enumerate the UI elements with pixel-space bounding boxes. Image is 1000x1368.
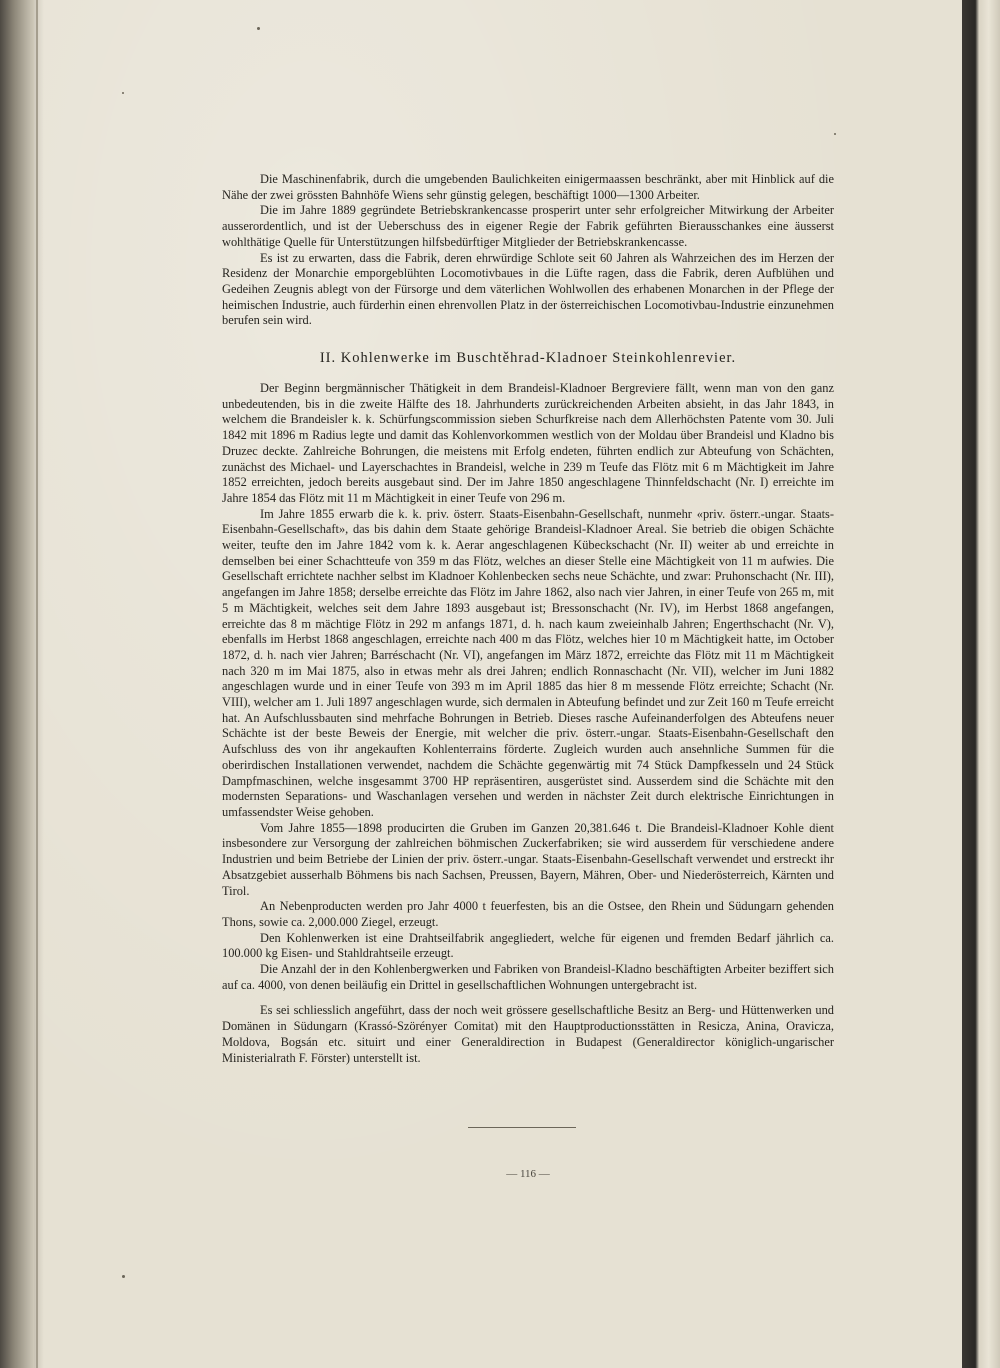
paragraph: Es sei schliesslich angeführt, dass der noch weit grössere gesellschaftliche Besitz an Berg- und Hüttenwerken und Domänen in Südungarn (Krassó-Szörényer Comitat) mit den Hauptproductionsstätten in Resicza, Anina, Oravicza, Moldova, Bogsán etc. situirt und einer Generaldirection in Budapest (Generaldirector königlich-ungarischer Ministerialrath F. Förster) unterstellt ist. xyxy=(222,1003,834,1065)
section-heading: II. Kohlenwerke im Buschtěhrad-Kladnoer Steinkohlenrevier. xyxy=(319,350,737,366)
paragraph: Die Maschinenfabrik, durch die umgebenden Baulichkeiten einigermaassen beschränkt, aber mit Hinblick auf die Nähe der zwei grössten Bahnhöfe Wiens sehr günstig gelegen, beschäftigt 1000—1300 Arbeiter. xyxy=(222,172,834,202)
binding-line xyxy=(36,0,38,1368)
paragraph: Die im Jahre 1889 gegründete Betriebskrankencasse prosperirt unter sehr erfolgreicher Mitwirkung der Arbeiter ausserordentlich, und ist der Ueberschuss des in eigener Regie der Fabrik geführten Bierausschankes eine äusserst wohlthätige Quelle für Unterstützungen hilfsbedürftiger Mitglieder der Betriebskrankencasse. xyxy=(222,203,834,249)
paragraph: Vom Jahre 1855—1898 producirten die Gruben im Ganzen 20,381.646 t. Die Brandeisl-Kladnoer Kohle dient insbesondere zur Versorgung der zahlreichen böhmischen Zuckerfabriken; sie wird ausserdem für verschiedene andere Industrien und beim Betriebe der Linien der priv. österr.-ungar. Staats-Eisenbahn-Gesellschaft verwendet und erstreckt ihr Absatzgebiet ausserhalb Böhmens bis nach Sachsen, Preussen, Bayern, Mähren, Ober- und Niederösterreich, Kärnten und Tirol. xyxy=(222,820,834,898)
book-page-edge-right xyxy=(962,0,1000,1368)
paragraph: Im Jahre 1855 erwarb die k. k. priv. österr. Staats-Eisenbahn-Gesellschaft, nunmehr «priv. österr.-ungar. Staats-Eisenbahn-Gesellschaft», das bis dahin dem Staate gehörige Brandeisl-Kladnoer Areal. Sie betrieb die obigen Schächte weiter, teufte den im Jahre 1842 vom k. k. Aerar angeschlagenen Kübeckschacht (Nr. II) weiter ab und erreichte in demselben bei einer Schachtteufe von 359 m das Flötz, welches an dieser Stelle eine Mächtigkeit von 11 m aufwies. Die Gesellschaft errichtete nachher selbst im Kladnoer Kohlenbecken sechs neue Schächte, und zwar: Pruhonschacht (Nr. III), angefangen im Jahre 1858; derselbe erreichte das Flötz im Jahre 1862, also nach vier Jahren, in einer Teufe von 265 m, mit 5 m Mächtigkeit, welches seit dem Jahre 1893 ausgebaut ist; Bressonschacht (Nr. IV), im Herbst 1868 angefangen, erreichte das 8 m mächtige Flötz in 292 m anfangs 1871, d. h. nach kaum zweieinhalb Jahren; Engerthschacht (Nr. V), ebenfalls im Herbst 1868 angeschlagen, erreichte nach 400 m das Flötz, welches hier 10 m Mächtigkeit hatte, im October 1872, d. h. nach vier Jahren; Barréschacht (Nr. VI), angefangen im März 1872, erreichte das Flötz mit 11 m Mächtigkeit nach 320 m im Mai 1875, also in etwas mehr als drei Jahren; endlich Ronnaschacht (Nr. VII), welcher im Juni 1882 angeschlagen wurde und in einer Teufe von 393 m im April 1885 das hier 8 m messende Flötz erreichte; Schacht (Nr. VIII), welcher am 1. Juli 1897 angeschlagen wurde, sich dermalen in Abteufung befindet und zur Zeit 160 m Teufe erreicht hat. An Aufschlussbauten sind mehrfache Bohrungen in Betrieb. Dieses rasche Aufeinanderfolgen des Abteufens neuer Schächte ist der beste Beweis der Energie, mit welcher die priv. österr.-ungar. Staats-Eisenbahn-Gesellschaft den Aufschluss des von ihr angekauften Kohlenterrains förderte. Zugleich wurden auch ansehnliche Summen für die oberirdischen Installationen verwendet, nachdem die Schächte gegenwärtig mit 74 Stück Dampfkesseln und 24 Stück Dampfmaschinen, welche insgesammt 3700 HP repräsentiren, ausgerüstet sind. Ausserdem sind die Schächte mit den modernsten Separations- und Waschanlagen versehen und werden in nächster Zeit durch elektrische Einrichtungen in umfassendster Weise gehoben. xyxy=(222,506,834,819)
page-number: — 116 — xyxy=(506,1168,550,1180)
intro-text-block xyxy=(222,172,834,329)
paper-speck xyxy=(257,27,260,30)
paragraph: Es ist zu erwarten, dass die Fabrik, deren ehrwürdige Schlote seit 60 Jahren als Wahrzeichen des im Herzen der Residenz der Monarchie emporgeblühten Locomotivbaues in die Lüfte ragen, dass die Fabrik, deren Aufblühen und Gedeihen Zeugnis ablegt von der Fürsorge und dem väterlichen Wohlwollen des erhabenen Monarchen in der Pflege der heimischen Industrie, auch fürderhin einen ehrenvollen Platz in der österreichischen Locomotivbau-Industrie einzunehmen berufen sein wird. xyxy=(222,250,834,328)
paper-speck xyxy=(122,92,124,94)
paragraph: Der Beginn bergmännischer Thätigkeit in dem Brandeisl-Kladnoer Bergreviere fällt, wenn man von den ganz unbedeutenden, bis in die zweite Hälfte des 18. Jahrhunderts zurückreichenden Arbeiten absieht, in das Jahr 1843, in welchem die Brandeisler k. k. Schürfungscommission sieben Schurfkreise nach dem Allerhöchsten Patente vom 30. Juli 1842 mit 1896 m Radius legte und damit das Kohlenvorkommen westlich von der Moldau über Brandeisl und Kladno bis Druzec deckte. Zahlreiche Bohrungen, die meistens mit Erfolg endeten, führten endlich zur Abteufung von Schächten, zunächst des Michael- und Layerschachtes in Brandeisl, welche in 239 m Teufe das Flötz mit 6 m Mächtigkeit im Jahre 1852 erreichten, jedoch bereits ausgebaut sind. Der im Jahre 1850 angeschlagene Thinnfeldschacht (Nr. I) erreichte im Jahre 1854 das Flötz mit 11 m Mächtigkeit in einer Teufe von 296 m. xyxy=(222,381,834,505)
paragraph: An Nebenproducten werden pro Jahr 4000 t feuerfesten, bis an die Ostsee, den Rhein und Südungarn gehenden Thons, sowie ca. 2,000.000 Ziegel, erzeugt. xyxy=(222,899,834,929)
paragraph: Den Kohlenwerken ist eine Drahtseilfabrik angegliedert, welche für eigenen und fremden Bedarf jährlich ca. 100.000 kg Eisen- und Stahldrahtseile erzeugt. xyxy=(222,930,834,961)
section-body xyxy=(222,381,834,1066)
paper-speck xyxy=(834,133,836,135)
paragraph: Die Anzahl der in den Kohlenbergwerken und Fabriken von Brandeisl-Kladno beschäftigten Arbeiter beziffert sich auf ca. 4000, von denen beiläufig ein Drittel in gesellschaftlichen Wohnungen untergebracht ist. xyxy=(222,962,834,992)
closing-rule xyxy=(468,1127,576,1128)
book-spine-left xyxy=(0,0,34,1368)
paper-speck xyxy=(122,1275,125,1278)
